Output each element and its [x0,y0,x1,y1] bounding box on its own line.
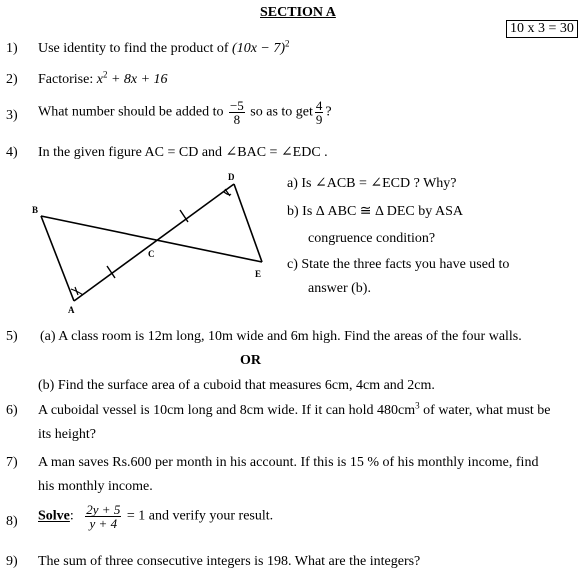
q5-part-a: (a) A class room is 12m long, 10m wide and 6m high. Find the areas of the four walls. [40,329,522,344]
line-ad [74,184,234,301]
label-a: A [68,305,75,315]
q8-solve-label: Solve [38,508,70,524]
q1-exponent: 2 [285,38,290,49]
triangle-figure [28,165,278,315]
q4-part-c-line2: answer (b). [308,281,371,296]
angle-d-mark [225,189,230,196]
label-e: E [255,269,262,279]
q3-fraction-2 [315,99,324,126]
q6-exponent: 3 [415,400,420,411]
section-heading: SECTION A [260,5,336,20]
q8-colon: : [69,508,74,524]
q4-part-c-line1: c) State the three facts you have used to [287,257,510,272]
q3-f1-numerator: −5 [229,98,244,113]
q3-fraction-1 [229,99,245,126]
q2-expr-x: x [96,72,103,87]
q7-line1: A man saves Rs.600 per month in his account. If this is 15 % of his monthly income, find [38,455,539,470]
line-de [234,184,262,262]
q3-prompt-a: What number should be added to [38,104,224,120]
q7-number: 7) [6,455,18,470]
label-d: D [228,172,235,182]
q5-number: 5) [6,329,18,344]
q7-line2: his monthly income. [38,479,153,494]
label-c: C [148,249,155,259]
q6-text-b: of water, what must be [419,403,551,418]
q2-expr-rest: + 8x + 16 [107,72,168,87]
q6-text-a: A cuboidal vessel is 10cm long and 8cm wide. If it can hold 480cm [38,403,416,418]
marks-box: 10 x 3 = 30 [506,20,578,38]
line-ba [41,216,74,301]
q1-prompt: Use identity to find the product of [38,41,229,56]
q2-text [38,69,168,88]
q6-line1 [38,400,551,419]
q4-part-a: a) Is ∠ACB = ∠ECD ? Why? [287,176,457,191]
q8-fraction [85,503,121,530]
q5-part-b: (b) Find the surface area of a cuboid that measures 6cm, 4cm and 2cm. [38,378,435,393]
q8-numerator: 2y + 5 [86,502,121,517]
q8-equation-rest: = 1 and verify your result. [126,508,274,524]
q1-expression: (10x − 7) [232,41,286,56]
q9-number: 9) [6,554,18,569]
q8-denominator: y + 4 [89,516,118,531]
q4-part-b-line2: congruence condition? [308,231,436,246]
q2-number: 2) [6,72,18,87]
q8-text [38,503,273,530]
q5-or: OR [240,353,261,368]
q6-line2: its height? [38,427,96,442]
q4-text: In the given figure AC = CD and ∠BAC = ∠EDC . [38,145,328,160]
q3-number: 3) [6,108,18,123]
q8-number: 8) [6,514,18,529]
q4-part-b-line1: b) Is Δ ABC ≅ Δ DEC by ASA [287,204,463,219]
q2-exponent: 2 [102,69,108,80]
q3-question-mark: ? [325,104,332,120]
q4-number: 4) [6,145,18,160]
q6-number: 6) [6,403,18,418]
q1-text [38,38,290,57]
q3-text [38,99,332,126]
q3-f2-numerator: 4 [315,98,323,113]
label-b: B [32,205,39,215]
q3-prompt-b: so as to get [250,104,313,120]
q2-prompt: Factorise: [38,72,94,87]
q1-number: 1) [6,41,18,56]
q3-f1-denominator: 8 [233,112,241,127]
q9-text: The sum of three consecutive integers is 198. What are the integers? [38,554,421,569]
q3-f2-denominator: 9 [315,112,323,127]
